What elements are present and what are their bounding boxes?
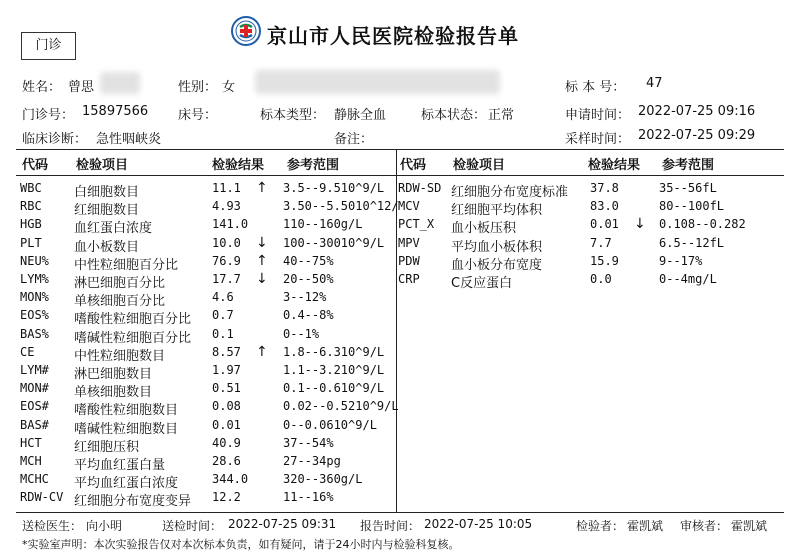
high-flag-arrow-icon: ↑: [256, 343, 268, 360]
result-item: 白细胞数目: [74, 185, 140, 200]
clinic-no-label: 门诊号：: [22, 108, 75, 123]
result-item: 平均血红蛋白浓度: [74, 476, 179, 492]
specimen-type-label: 标本类型：: [260, 108, 326, 123]
reference-range: 6.5--12fL: [659, 235, 725, 250]
result-item: 血小板压积: [451, 221, 517, 237]
result-item: 中性粒细胞数目: [74, 348, 166, 364]
clinic-no-value: 15897566: [82, 104, 149, 119]
collect-time-label: 采样时间：: [565, 132, 631, 147]
result-code: BAS%: [20, 326, 49, 341]
result-item: 嗜酸性粒细胞百分比: [74, 312, 192, 328]
name-label: 姓名：: [22, 80, 62, 95]
result-value: 344.0: [212, 472, 249, 487]
result-value: 17.7: [212, 272, 241, 286]
result-item: 单核细胞数目: [74, 385, 153, 401]
visit-type-badge: 门诊: [21, 32, 76, 60]
result-value: 0.01: [212, 417, 241, 432]
left-header-code: 代码: [22, 158, 49, 173]
result-code: RBC: [20, 199, 42, 214]
left-header-item: 检验项目: [76, 158, 129, 173]
result-value: 28.6: [212, 454, 241, 468]
result-code: MCV: [398, 199, 420, 214]
result-value: 0.0: [590, 272, 612, 286]
result-item: 嗜酸性粒细胞数目: [74, 403, 179, 419]
send-time-label: 送检时间：: [162, 519, 223, 533]
table-header-rule: [16, 175, 784, 176]
sex-value: 女: [222, 80, 236, 95]
result-code: MCH: [20, 454, 42, 468]
result-item: 血小板数目: [74, 239, 140, 255]
result-value: 8.57: [212, 344, 241, 359]
reference-range: 3.5--9.510^9/L: [283, 181, 385, 195]
specimen-type-value: 静脉全血: [334, 108, 387, 123]
table-top-rule: [16, 149, 784, 150]
result-value: 83.0: [590, 199, 619, 214]
result-value: 0.51: [212, 381, 241, 396]
reference-range: 0.4--8%: [283, 308, 334, 323]
reference-range: 27--34pg: [283, 454, 341, 468]
reference-range: 110--160g/L: [283, 217, 363, 232]
reviewer-value: 霍凯斌: [731, 519, 768, 533]
result-item: 中性粒细胞百分比: [74, 257, 179, 273]
doctor-value: 向小明: [86, 519, 123, 533]
hospital-logo-icon: [231, 16, 261, 46]
reference-range: 9--17%: [659, 253, 703, 268]
result-value: 12.2: [212, 490, 241, 505]
result-item: 血红蛋白浓度: [74, 221, 153, 237]
result-code: CRP: [398, 272, 420, 286]
reference-range: 0--1%: [283, 326, 320, 341]
reference-range: 3.50--5.5010^12/: [283, 199, 399, 214]
diagnosis-value: 急性咽峡炎: [96, 132, 162, 147]
reference-range: 11--16%: [283, 490, 334, 505]
specimen-status-label: 标本状态：: [421, 108, 487, 123]
sample-no-value: 47: [646, 76, 663, 91]
sample-no-label: 标 本 号：: [565, 80, 626, 95]
result-item: 平均血小板体积: [451, 239, 543, 255]
result-code: LYM%: [20, 272, 49, 286]
result-code: MON%: [20, 290, 49, 305]
result-item: 红细胞分布宽度变异: [74, 494, 192, 510]
specimen-status-value: 正常: [488, 108, 515, 123]
low-flag-arrow-icon: ↓: [634, 216, 646, 233]
doctor-label: 送检医生：: [22, 519, 83, 533]
result-code: EOS#: [20, 399, 49, 414]
result-value: 76.9: [212, 253, 241, 268]
result-code: RDW-SD: [398, 181, 442, 195]
result-code: NEU%: [20, 253, 49, 268]
reference-range: 80--100fL: [659, 199, 725, 214]
result-item: 单核细胞百分比: [74, 294, 166, 310]
send-time-value: 2022-07-25 09:31: [228, 517, 337, 531]
reference-range: 0--0.0610^9/L: [283, 417, 377, 432]
reference-range: 3--12%: [283, 290, 327, 305]
report-title: 京山市人民医院检验报告单: [267, 24, 519, 48]
redaction-blur: [100, 72, 140, 94]
right-header-range: 参考范围: [662, 158, 715, 173]
diagnosis-label: 临床诊断：: [22, 132, 88, 147]
result-item: 嗜碱性粒细胞百分比: [74, 330, 192, 346]
reference-range: 1.8--6.310^9/L: [283, 344, 385, 359]
result-item: 淋巴细胞百分比: [74, 276, 166, 291]
left-header-range: 参考范围: [287, 158, 340, 173]
result-value: 40.9: [212, 435, 241, 450]
result-code: PCT_X: [398, 217, 435, 232]
result-value: 4.93: [212, 199, 241, 214]
reference-range: 0.108--0.282: [659, 217, 746, 232]
reference-range: 1.1--3.210^9/L: [283, 363, 385, 377]
result-code: LYM#: [20, 363, 49, 377]
result-code: HCT: [20, 435, 42, 450]
right-header-item: 检验项目: [453, 158, 506, 173]
reference-range: 35--56fL: [659, 181, 717, 195]
result-item: 平均血红蛋白量: [74, 458, 166, 473]
result-code: PLT: [20, 235, 42, 250]
redaction-blur: [255, 70, 500, 94]
result-value: 141.0: [212, 217, 249, 232]
right-header-result: 检验结果: [588, 158, 641, 173]
result-value: 0.08: [212, 399, 241, 414]
request-time-value: 2022-07-25 09:16: [638, 104, 756, 119]
result-value: 37.8: [590, 181, 619, 195]
request-time-label: 申请时间：: [565, 108, 631, 123]
result-item: 红细胞分布宽度标准: [451, 185, 569, 200]
high-flag-arrow-icon: ↑: [256, 252, 268, 269]
result-value: 4.6: [212, 290, 234, 305]
result-value: 10.0: [212, 235, 241, 250]
high-flag-arrow-icon: ↑: [256, 180, 268, 196]
result-value: 15.9: [590, 253, 619, 268]
reference-range: 100--30010^9/L: [283, 235, 385, 250]
result-item: 红细胞压积: [74, 439, 140, 455]
result-code: CE: [20, 344, 35, 359]
reference-range: 0.1--0.610^9/L: [283, 381, 385, 396]
result-code: PDW: [398, 253, 420, 268]
result-item: 嗜碱性粒细胞数目: [74, 421, 179, 437]
result-code: HGB: [20, 217, 42, 232]
name-value: 曾思: [68, 80, 95, 95]
low-flag-arrow-icon: ↓: [256, 271, 268, 287]
lab-disclaimer: *实验室声明：本次实验报告仅对本次标本负责，如有疑问，请于24小时内与检验科复核。: [22, 538, 460, 551]
left-header-result: 检验结果: [212, 158, 265, 173]
result-value: 0.7: [212, 308, 234, 323]
tester-label: 检验者：: [576, 519, 625, 533]
reference-range: 20--50%: [283, 272, 334, 286]
result-value: 0.1: [212, 326, 234, 341]
report-time-value: 2022-07-25 10:05: [424, 517, 533, 531]
result-value: 1.97: [212, 363, 241, 377]
result-item: C反应蛋白: [451, 276, 513, 291]
report-time-label: 报告时间：: [360, 519, 421, 533]
result-code: MPV: [398, 235, 420, 250]
reference-range: 320--360g/L: [283, 472, 363, 487]
table-bottom-rule: [16, 512, 784, 513]
result-code: BAS#: [20, 417, 49, 432]
result-value: 0.01: [590, 217, 619, 232]
result-item: 红细胞数目: [74, 203, 140, 219]
remark-label: 备注：: [334, 132, 374, 147]
sex-label: 性别：: [178, 80, 218, 95]
result-item: 血小板分布宽度: [451, 257, 543, 273]
result-code: MON#: [20, 381, 49, 396]
result-value: 11.1: [212, 181, 241, 195]
reviewer-label: 审核者：: [680, 519, 729, 533]
result-code: EOS%: [20, 308, 49, 323]
reference-range: 0--4mg/L: [659, 272, 717, 286]
reference-range: 37--54%: [283, 435, 334, 450]
right-header-code: 代码: [400, 158, 427, 173]
result-value: 7.7: [590, 235, 612, 250]
reference-range: 40--75%: [283, 253, 334, 268]
reference-range: 0.02--0.5210^9/L: [283, 399, 399, 414]
result-item: 淋巴细胞数目: [74, 367, 153, 382]
result-code: RDW-CV: [20, 490, 64, 505]
result-item: 红细胞平均体积: [451, 203, 543, 219]
result-code: WBC: [20, 181, 42, 195]
collect-time-value: 2022-07-25 09:29: [638, 128, 756, 143]
bed-label: 床号：: [178, 108, 218, 123]
low-flag-arrow-icon: ↓: [256, 234, 268, 251]
tester-value: 霍凯斌: [627, 519, 664, 533]
result-code: MCHC: [20, 472, 49, 487]
